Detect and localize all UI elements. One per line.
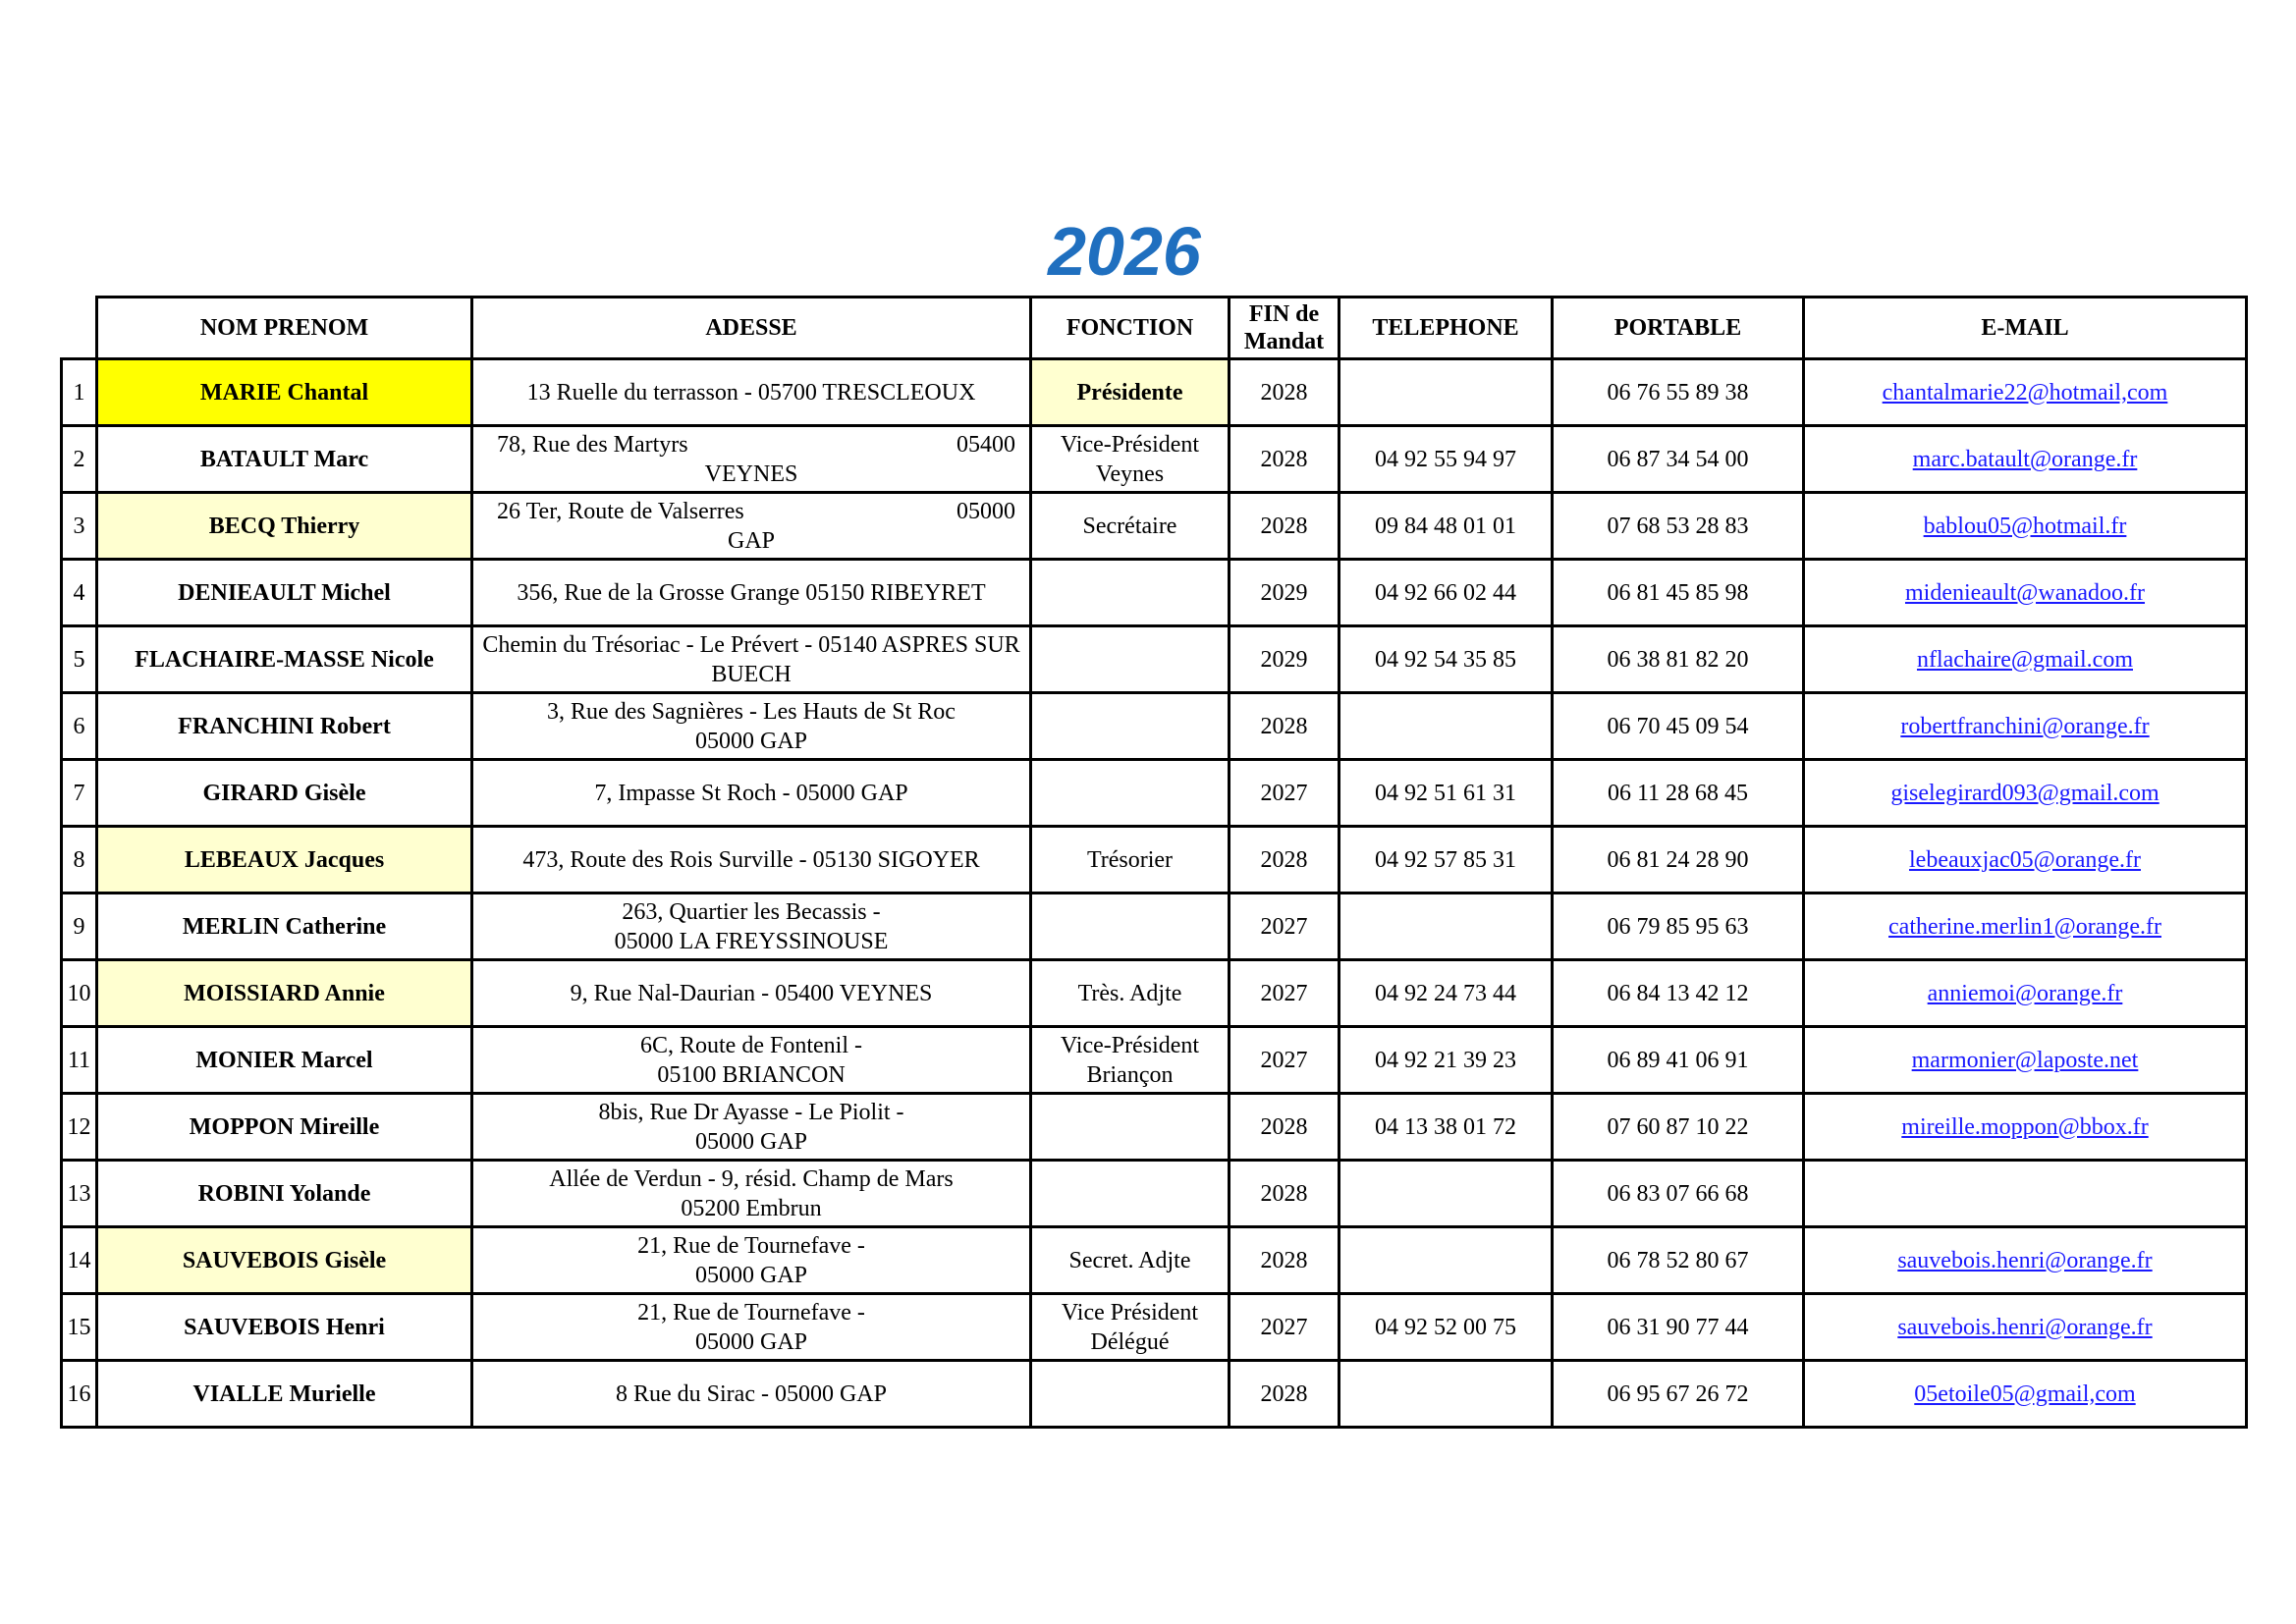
address-cell	[472, 760, 1031, 827]
function-cell	[1031, 1294, 1230, 1361]
address-line2: 05100 BRIANCON	[657, 1061, 846, 1088]
email-cell	[1804, 560, 2247, 626]
mobile-cell: 06 87 34 54 00	[1553, 426, 1804, 493]
end-of-mandate-cell: 2027	[1230, 893, 1339, 960]
function-line1: Vice Président	[1061, 1299, 1199, 1326]
email-cell	[1804, 693, 2247, 760]
address-cell	[472, 493, 1031, 560]
email-cell	[1804, 1027, 2247, 1094]
function-cell	[1031, 760, 1230, 827]
row-number: 4	[62, 560, 97, 626]
email-link[interactable]: giselegirard093@gmail.com	[1890, 780, 2159, 806]
end-of-mandate-cell: 2028	[1230, 493, 1339, 560]
row-number: 14	[62, 1227, 97, 1294]
mobile-cell: 06 89 41 06 91	[1553, 1027, 1804, 1094]
member-table	[60, 296, 2248, 1429]
function-line1: Très. Adjte	[1077, 980, 1182, 1006]
address-column-header: ADESSE	[472, 298, 1031, 359]
member-name: LEBEAUX Jacques	[97, 827, 472, 893]
email-link[interactable]: midenieault@wanadoo.fr	[1904, 579, 2146, 606]
table-row	[62, 1094, 2247, 1161]
table-row	[62, 1227, 2247, 1294]
email-link[interactable]: sauvebois.henri@orange.fr	[1897, 1314, 2153, 1340]
table-row	[62, 626, 2247, 693]
row-number: 15	[62, 1294, 97, 1361]
email-cell	[1804, 1094, 2247, 1161]
mobile-cell: 06 31 90 77 44	[1553, 1294, 1804, 1361]
end-of-mandate-cell: 2027	[1230, 760, 1339, 827]
email-link[interactable]: robertfranchini@orange.fr	[1900, 713, 2150, 739]
address-line2: 05000 LA FREYSSINOUSE	[614, 928, 889, 954]
phone-cell: 04 92 51 61 31	[1339, 760, 1553, 827]
address-line1: 13 Ruelle du terrasson - 05700 TRESCLEOUX	[526, 379, 976, 406]
function-cell	[1031, 1361, 1230, 1428]
phone-cell	[1339, 893, 1553, 960]
phone-column-header: TELEPHONE	[1339, 298, 1553, 359]
member-name: MOPPON Mireille	[97, 1094, 472, 1161]
address-line1: 26 Ter, Route de Valserres	[497, 498, 744, 524]
email-cell	[1804, 1161, 2247, 1227]
address-line1: 3, Rue des Sagnières - Les Hauts de St Roc	[547, 698, 956, 725]
mobile-cell: 06 78 52 80 67	[1553, 1227, 1804, 1294]
address-cell	[472, 960, 1031, 1027]
address-cell	[472, 626, 1031, 693]
table-row	[62, 760, 2247, 827]
row-number: 9	[62, 893, 97, 960]
email-link[interactable]: lebeauxjac05@orange.fr	[1909, 846, 2141, 873]
phone-cell	[1339, 1227, 1553, 1294]
row-number: 5	[62, 626, 97, 693]
row-number: 12	[62, 1094, 97, 1161]
phone-cell: 04 92 54 35 85	[1339, 626, 1553, 693]
phone-cell: 04 92 52 00 75	[1339, 1294, 1553, 1361]
address-cell	[472, 1294, 1031, 1361]
end-header-line2: Mandat	[1243, 329, 1325, 354]
address-postcode: 05400	[957, 431, 1015, 458]
address-line2: GAP	[727, 527, 775, 554]
mobile-cell: 06 83 07 66 68	[1553, 1161, 1804, 1227]
table-row	[62, 960, 2247, 1027]
address-cell	[472, 827, 1031, 893]
row-number: 2	[62, 426, 97, 493]
table-row	[62, 1361, 2247, 1428]
row-number: 10	[62, 960, 97, 1027]
function-cell	[1031, 426, 1230, 493]
function-cell	[1031, 560, 1230, 626]
address-line2: 05000 GAP	[694, 728, 807, 754]
phone-cell	[1339, 1361, 1553, 1428]
member-name: BECQ Thierry	[97, 493, 472, 560]
function-cell	[1031, 827, 1230, 893]
member-name: FRANCHINI Robert	[97, 693, 472, 760]
function-cell	[1031, 693, 1230, 760]
email-link[interactable]: marmonier@laposte.net	[1911, 1047, 2139, 1073]
end-of-mandate-cell: 2028	[1230, 693, 1339, 760]
function-cell	[1031, 1094, 1230, 1161]
address-cell	[472, 1361, 1031, 1428]
end-of-mandate-cell: 2028	[1230, 359, 1339, 426]
function-line2: Délégué	[1090, 1328, 1170, 1355]
table-header-row	[62, 298, 2247, 359]
address-cell	[472, 560, 1031, 626]
mobile-cell: 07 60 87 10 22	[1553, 1094, 1804, 1161]
address-cell	[472, 693, 1031, 760]
end-of-mandate-cell: 2028	[1230, 1361, 1339, 1428]
phone-cell	[1339, 359, 1553, 426]
row-number: 1	[62, 359, 97, 426]
function-cell	[1031, 1161, 1230, 1227]
mobile-cell: 06 95 67 26 72	[1553, 1361, 1804, 1428]
mobile-cell: 06 38 81 82 20	[1553, 626, 1804, 693]
end-of-mandate-cell: 2028	[1230, 1094, 1339, 1161]
function-line1: Vice-Président	[1060, 431, 1200, 458]
end-of-mandate-cell: 2028	[1230, 1227, 1339, 1294]
end-header-line1: FIN de	[1248, 301, 1320, 327]
function-line1: Secret. Adjte	[1068, 1247, 1191, 1273]
email-link[interactable]: bablou05@hotmail.fr	[1923, 513, 2127, 539]
address-cell	[472, 1227, 1031, 1294]
email-link[interactable]: nflachaire@gmail.com	[1916, 646, 2133, 673]
mobile-cell: 06 84 13 42 12	[1553, 960, 1804, 1027]
address-cell	[472, 1161, 1031, 1227]
address-cell	[472, 893, 1031, 960]
address-line1: Allée de Verdun - 9, résid. Champ de Mars	[549, 1165, 954, 1192]
member-name: SAUVEBOIS Henri	[97, 1294, 472, 1361]
phone-cell: 04 92 21 39 23	[1339, 1027, 1553, 1094]
email-link[interactable]: marc.batault@orange.fr	[1912, 446, 2138, 472]
member-name: MOISSIARD Annie	[97, 960, 472, 1027]
function-cell	[1031, 960, 1230, 1027]
table-row	[62, 893, 2247, 960]
name-column-header: NOM PRENOM	[97, 298, 472, 359]
end-of-mandate-column-header	[1230, 298, 1339, 359]
address-line2: 05000 GAP	[694, 1328, 807, 1355]
table-row	[62, 827, 2247, 893]
function-line2: Briançon	[1086, 1061, 1174, 1088]
table-row	[62, 426, 2247, 493]
function-line1: Secrétaire	[1082, 513, 1177, 539]
row-number: 7	[62, 760, 97, 827]
address-line1: 8bis, Rue Dr Ayasse - Le Piolit -	[598, 1099, 904, 1125]
email-cell	[1804, 1361, 2247, 1428]
member-name: DENIEAULT Michel	[97, 560, 472, 626]
member-name: SAUVEBOIS Gisèle	[97, 1227, 472, 1294]
mobile-cell: 06 11 28 68 45	[1553, 760, 1804, 827]
table-body	[62, 359, 2247, 1428]
email-cell	[1804, 760, 2247, 827]
row-number: 16	[62, 1361, 97, 1428]
phone-cell	[1339, 693, 1553, 760]
end-of-mandate-cell: 2027	[1230, 1027, 1339, 1094]
email-cell	[1804, 359, 2247, 426]
address-line1: 8 Rue du Sirac - 05000 GAP	[616, 1380, 887, 1407]
email-link[interactable]: catherine.merlin1@orange.fr	[1888, 913, 2161, 940]
email-cell	[1804, 426, 2247, 493]
address-line1: 7, Impasse St Roch - 05000 GAP	[594, 780, 908, 806]
address-line1: 356, Rue de la Grosse Grange 05150 RIBEYRET	[517, 579, 986, 606]
address-line2: VEYNES	[704, 460, 798, 487]
member-name: GIRARD Gisèle	[97, 760, 472, 827]
function-cell	[1031, 626, 1230, 693]
email-link[interactable]: 05etoile05@gmail,com	[1914, 1380, 2136, 1407]
address-line1: 21, Rue de Tournefave -	[637, 1299, 865, 1326]
row-number: 8	[62, 827, 97, 893]
email-cell	[1804, 493, 2247, 560]
address-cell	[472, 426, 1031, 493]
table-row	[62, 493, 2247, 560]
row-number: 6	[62, 693, 97, 760]
address-line2: 05200 Embrun	[681, 1195, 822, 1221]
end-of-mandate-cell: 2027	[1230, 960, 1339, 1027]
address-line2: 05000 GAP	[694, 1128, 807, 1155]
address-cell	[472, 359, 1031, 426]
phone-cell: 09 84 48 01 01	[1339, 493, 1553, 560]
table-row	[62, 1294, 2247, 1361]
address-cell	[472, 1094, 1031, 1161]
mobile-cell: 06 81 45 85 98	[1553, 560, 1804, 626]
end-of-mandate-cell: 2029	[1230, 626, 1339, 693]
end-of-mandate-cell: 2028	[1230, 827, 1339, 893]
mobile-cell: 06 81 24 28 90	[1553, 827, 1804, 893]
member-name: VIALLE Murielle	[97, 1361, 472, 1428]
address-line1: 263, Quartier les Becassis -	[622, 898, 881, 925]
member-name: ROBINI Yolande	[97, 1161, 472, 1227]
function-cell	[1031, 493, 1230, 560]
address-cell	[472, 1027, 1031, 1094]
mobile-cell: 07 68 53 28 83	[1553, 493, 1804, 560]
address-line1: 9, Rue Nal-Daurian - 05400 VEYNES	[570, 980, 933, 1006]
member-name: FLACHAIRE-MASSE Nicole	[97, 626, 472, 693]
member-name: MONIER Marcel	[97, 1027, 472, 1094]
function-cell	[1031, 893, 1230, 960]
page-title: 2026	[1048, 213, 1201, 290]
end-of-mandate-cell: 2028	[1230, 426, 1339, 493]
phone-cell: 04 92 66 02 44	[1339, 560, 1553, 626]
end-of-mandate-cell: 2029	[1230, 560, 1339, 626]
function-line2: Veynes	[1095, 460, 1165, 487]
mobile-cell: 06 76 55 89 38	[1553, 359, 1804, 426]
number-column-header	[62, 298, 97, 359]
email-cell	[1804, 827, 2247, 893]
phone-cell	[1339, 1161, 1553, 1227]
row-number: 11	[62, 1027, 97, 1094]
function-line1: Vice-Président	[1060, 1032, 1200, 1058]
member-name: BATAULT Marc	[97, 426, 472, 493]
table-row	[62, 1161, 2247, 1227]
email-cell	[1804, 1294, 2247, 1361]
function-cell	[1031, 1227, 1230, 1294]
address-line1: 473, Route des Rois Surville - 05130 SIGOYER	[522, 846, 980, 873]
member-name: MERLIN Catherine	[97, 893, 472, 960]
function-column-header: FONCTION	[1031, 298, 1230, 359]
mobile-column-header: PORTABLE	[1553, 298, 1804, 359]
email-link[interactable]: sauvebois.henri@orange.fr	[1897, 1247, 2153, 1273]
row-number: 13	[62, 1161, 97, 1227]
email-link[interactable]: chantalmarie22@hotmail,com	[1882, 379, 2168, 406]
table-row	[62, 359, 2247, 426]
mobile-cell: 06 70 45 09 54	[1553, 693, 1804, 760]
email-link[interactable]: anniemoi@orange.fr	[1927, 980, 2123, 1006]
address-line1: 21, Rue de Tournefave -	[637, 1232, 865, 1259]
address-line1: 78, Rue des Martyrs	[497, 431, 688, 458]
phone-cell: 04 13 38 01 72	[1339, 1094, 1553, 1161]
phone-cell: 04 92 57 85 31	[1339, 827, 1553, 893]
address-line1: 6C, Route de Fontenil -	[640, 1032, 862, 1058]
address-line2: 05000 GAP	[694, 1262, 807, 1288]
mobile-cell: 06 79 85 95 63	[1553, 893, 1804, 960]
member-name: MARIE Chantal	[97, 359, 472, 426]
table-row	[62, 1027, 2247, 1094]
table-row	[62, 693, 2247, 760]
email-link[interactable]: mireille.moppon@bbox.fr	[1901, 1113, 2149, 1140]
end-of-mandate-cell: 2028	[1230, 1161, 1339, 1227]
function-cell	[1031, 359, 1230, 426]
address-line1: Chemin du Trésoriac - Le Prévert - 05140 ASPRES SUR	[482, 631, 1020, 658]
phone-cell: 04 92 55 94 97	[1339, 426, 1553, 493]
email-column-header: E-MAIL	[1804, 298, 2247, 359]
email-cell	[1804, 960, 2247, 1027]
function-line1: Trésorier	[1086, 846, 1174, 873]
address-postcode: 05000	[957, 498, 1015, 524]
table-row	[62, 560, 2247, 626]
end-of-mandate-cell: 2027	[1230, 1294, 1339, 1361]
row-number: 3	[62, 493, 97, 560]
email-cell	[1804, 1227, 2247, 1294]
phone-cell: 04 92 24 73 44	[1339, 960, 1553, 1027]
function-line1: Présidente	[1076, 379, 1183, 406]
function-cell	[1031, 1027, 1230, 1094]
address-line2: BUECH	[711, 661, 792, 687]
email-cell	[1804, 626, 2247, 693]
email-cell	[1804, 893, 2247, 960]
